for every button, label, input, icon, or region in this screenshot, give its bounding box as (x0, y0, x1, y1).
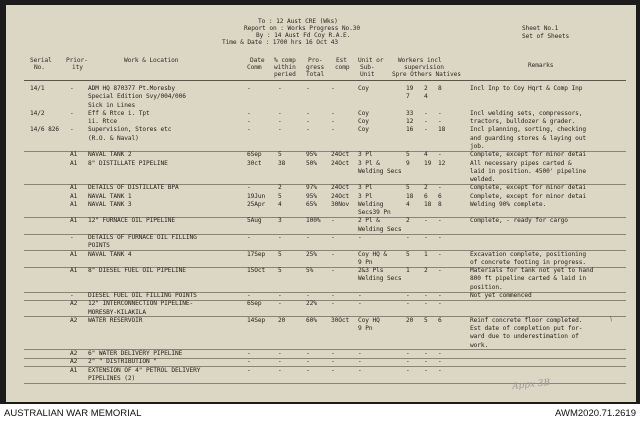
date-cell: - (247, 292, 251, 299)
others-cell: - (424, 292, 428, 299)
spre-cell: 1 (406, 267, 410, 275)
progress-cell: 50% (306, 159, 317, 167)
serial-cell: 14/6 826 (30, 126, 60, 134)
percent-cell: - (278, 349, 282, 357)
unit-cell: Coy (358, 126, 369, 134)
spre-cell: 20 (406, 316, 414, 324)
remarks-cell: position. (470, 283, 503, 291)
remarks-cell: welded. (470, 176, 496, 184)
percent-cell: - (278, 85, 282, 92)
date-cell: - (247, 184, 251, 192)
natives-cell: 8 (438, 85, 442, 92)
col-date-2: Comm (247, 64, 262, 71)
progress-cell: 95% (306, 151, 317, 159)
est-cell: - (331, 118, 335, 126)
header-by: By : 14 Aust Fd Coy R.A.E. (256, 32, 351, 39)
percent-cell: 3 (278, 217, 282, 225)
remarks-cell: Complete, except for minor detai (470, 184, 587, 192)
progress-cell: - (306, 366, 310, 374)
natives-cell: - (438, 366, 442, 374)
est-cell: 24Oct (331, 192, 350, 200)
percent-cell: - (278, 292, 282, 299)
remarks-cell: job. (470, 142, 485, 150)
unit-cell: Coy (358, 118, 369, 126)
date-cell: 14Sep (247, 316, 266, 324)
col-workers-3: Spre Others Natives (392, 71, 461, 78)
natives-cell: - (438, 184, 442, 192)
col-serial: Serial (30, 57, 52, 64)
date-cell: - (247, 118, 251, 126)
col-date: Date (250, 57, 265, 64)
spre-cell: 19 (406, 85, 414, 92)
priority-cell: A1 (70, 192, 78, 200)
est-cell: 30Oct (331, 316, 350, 324)
others-cell: - (424, 217, 428, 225)
progress-cell: - (306, 234, 310, 242)
progress-cell: 22% (306, 300, 317, 308)
remarks-cell: 800 ft pipeline carted & laid in (470, 275, 587, 283)
unit-cell: Coy HQ (358, 316, 380, 324)
remarks-cell: Incl Inp to Coy Hqrt & Comp Inp (470, 85, 583, 92)
others-cell: - (424, 234, 428, 242)
archive-footer (0, 404, 640, 422)
spre-cell: - (406, 300, 410, 308)
work-cell: 12" INTERCONNECTION PIPELINE- (88, 300, 194, 308)
spre-cell: 7 (406, 93, 410, 101)
priority-cell: A1 (70, 184, 78, 192)
col-priority-2: ity (72, 64, 83, 71)
percent-cell: 5 (278, 250, 282, 258)
work-cell: Sick in Lines (88, 101, 136, 109)
percent-cell: - (278, 234, 282, 242)
natives-cell: - (438, 118, 442, 126)
work-cell: NAVAL TANK 2 (88, 151, 132, 159)
col-workers: Workers incl (398, 57, 442, 64)
percent-cell: 2 (278, 184, 282, 192)
date-cell: - (247, 234, 251, 242)
remarks-cell: Complete, except for minor detai (470, 151, 587, 159)
percent-cell: 4 (278, 200, 282, 208)
natives-cell: - (438, 250, 442, 258)
others-cell: 5 (424, 316, 428, 324)
natives-cell: 12 (438, 159, 446, 167)
natives-cell: 6 (438, 316, 442, 324)
priority-cell: A2 (70, 358, 78, 366)
others-cell: 6 (424, 192, 428, 200)
progress-cell: - (306, 118, 310, 126)
col-est-2: comp (335, 64, 350, 71)
remarks-cell: Reinf concrete floor completed. (470, 316, 583, 324)
percent-cell: - (278, 366, 282, 374)
date-cell: 15Oct (247, 267, 266, 275)
progress-cell: 25% (306, 250, 317, 258)
unit-cell: Coy HQ & (358, 250, 388, 258)
unit-cell: Welding Secs (358, 225, 402, 233)
remarks-cell: laid in position. 4500' pipeline (470, 167, 587, 175)
others-cell: - (424, 349, 428, 357)
date-cell: 25Apr (247, 200, 266, 208)
col-unit: Unit or (358, 57, 384, 64)
spre-cell: 5 (406, 151, 410, 159)
others-cell: - (424, 300, 428, 308)
unit-cell: Secs39 Pn (358, 209, 391, 217)
serial-cell: 14/1 (30, 85, 45, 92)
others-cell: 1 (424, 250, 428, 258)
progress-cell: - (306, 292, 310, 299)
remarks-cell: All necessary pipes carted & (470, 159, 572, 167)
natives-cell: - (438, 151, 442, 159)
col-workers-2: supervision (404, 64, 444, 71)
priority-cell: A2 (70, 316, 78, 324)
work-cell: WATER RESERVOIR (88, 316, 143, 324)
col-progress-2: gress (306, 64, 325, 71)
remarks-cell: Est date of completion put for- (470, 325, 583, 333)
work-cell: MORESBY-KILAKILA (88, 308, 147, 316)
others-cell: 4 (424, 151, 428, 159)
est-cell: - (331, 126, 335, 134)
natives-cell: 8 (438, 200, 442, 208)
est-cell: 24Oct (331, 159, 350, 167)
unit-cell: 2 Pl & (358, 217, 380, 225)
others-cell: 4 (424, 93, 428, 101)
remarks-cell: ward due to underestimation of (470, 333, 579, 341)
natives-cell: 18 (438, 126, 446, 134)
work-cell: DIESEL FUEL OIL FILLING POINTS (88, 292, 197, 299)
progress-cell: 100% (306, 217, 321, 225)
unit-cell: - (358, 292, 362, 299)
sheet-number: Sheet No.1 (522, 25, 559, 32)
natives-cell: - (438, 349, 442, 357)
work-cell: 6" WATER DELIVERY PIPELINE (88, 349, 183, 357)
date-cell: - (247, 126, 251, 134)
work-cell: Supervision, Stores etc (88, 126, 172, 134)
natives-cell: - (438, 234, 442, 242)
remarks-cell: of concrete footing in progress. (470, 258, 587, 266)
spre-cell: 33 (406, 109, 414, 117)
priority-cell: - (70, 85, 74, 92)
natives-cell: - (438, 267, 442, 275)
est-cell: - (331, 85, 335, 92)
unit-cell: Welding (358, 200, 384, 208)
progress-cell: 60% (306, 316, 317, 324)
col-progress-3: Total (306, 71, 325, 78)
natives-cell: - (438, 292, 442, 299)
percent-cell: - (278, 118, 282, 126)
set-of-sheets: Set of Sheets (522, 33, 570, 40)
progress-cell: - (306, 349, 310, 357)
footer-accession: AWM2020.71.2619 (555, 408, 636, 419)
progress-cell: 95% (306, 192, 317, 200)
remarks-cell: work. (470, 341, 489, 349)
unit-cell: 3 Pl & (358, 159, 380, 167)
col-priority: Prior- (66, 57, 88, 64)
remarks-cell: Complete, except for minor detai (470, 192, 587, 200)
others-cell: - (424, 358, 428, 366)
percent-cell: 20 (278, 316, 286, 324)
priority-cell: - (70, 292, 74, 299)
date-cell: 19Jun (247, 192, 266, 200)
date-cell: 5Aug (247, 217, 262, 225)
unit-cell: 9 Pn (358, 258, 373, 266)
natives-cell: - (438, 217, 442, 225)
percent-cell: 5 (278, 267, 282, 275)
est-cell: - (331, 267, 335, 275)
work-cell: 2" " DISTRIBUTION " (88, 358, 157, 366)
spre-cell: 5 (406, 184, 410, 192)
priority-cell: - (70, 109, 74, 117)
priority-cell: A1 (70, 366, 78, 374)
unit-cell: Welding Secs (358, 167, 402, 175)
spre-cell: 4 (406, 200, 410, 208)
progress-cell: - (306, 109, 310, 117)
unit-cell: - (358, 234, 362, 242)
date-cell: - (247, 366, 251, 374)
others-cell: - (424, 126, 428, 134)
est-cell: - (331, 217, 335, 225)
est-cell: - (331, 234, 335, 242)
priority-cell: A1 (70, 250, 78, 258)
progress-cell: - (306, 85, 310, 92)
spre-cell: 9 (406, 159, 410, 167)
unit-cell: 9 Pn (358, 325, 373, 333)
est-cell: - (331, 349, 335, 357)
others-cell: 2 (424, 267, 428, 275)
spre-cell: - (406, 358, 410, 366)
work-cell: DETAILS OF FURNACE OIL FILLING (88, 234, 197, 242)
unit-cell: 3 Pl (358, 151, 373, 159)
date-cell: - (247, 109, 251, 117)
est-cell: - (331, 366, 335, 374)
unit-cell: Coy (358, 85, 369, 92)
spre-cell: - (406, 292, 410, 299)
est-cell: - (331, 109, 335, 117)
spre-cell: 5 (406, 250, 410, 258)
percent-cell: 38 (278, 159, 286, 167)
natives-cell: - (438, 358, 442, 366)
header-rule (24, 80, 626, 81)
work-cell: POINTS (88, 242, 110, 250)
est-cell: - (331, 292, 335, 299)
date-cell: 6Sep (247, 151, 262, 159)
unit-cell: - (358, 349, 362, 357)
priority-cell: A1 (70, 200, 78, 208)
remarks-cell: Not yet commenced (470, 292, 532, 299)
priority-cell: A1 (70, 159, 78, 167)
others-cell: - (424, 118, 428, 126)
work-cell: (R.O. & Naval) (88, 134, 139, 142)
date-cell: 30ct (247, 159, 262, 167)
work-cell: EXTENSION OF 4" PETROL DELIVERY (88, 366, 201, 374)
work-cell: ADM HQ 870377 Pt.Moresby (88, 85, 176, 92)
priority-cell: A2 (70, 349, 78, 357)
work-cell: 8" DIESEL FUEL OIL PIPELINE (88, 267, 186, 275)
unit-cell: - (358, 366, 362, 374)
remarks-cell: Complete, - ready for cargo (470, 217, 568, 225)
col-est: Est (336, 57, 347, 64)
work-cell: NAVAL TANK 1 (88, 192, 132, 200)
col-remarks: Remarks (528, 62, 554, 69)
est-cell: - (331, 358, 335, 366)
progress-cell: - (306, 126, 310, 134)
date-cell: 17Sep (247, 250, 266, 258)
remarks-cell: and guarding stores & laying out (470, 134, 587, 142)
est-cell: 24Oct (331, 151, 350, 159)
spre-cell: 16 (406, 126, 414, 134)
spre-cell: - (406, 349, 410, 357)
est-cell: 24Oct (331, 184, 350, 192)
date-cell: - (247, 85, 251, 92)
handwritten-mark: \ (610, 316, 613, 323)
col-serial-2: No. (34, 64, 45, 71)
footer-source: AUSTRALIAN WAR MEMORIAL (4, 408, 142, 419)
unit-cell: Coy (358, 109, 369, 117)
unit-cell: - (358, 358, 362, 366)
others-cell: 18 (424, 200, 432, 208)
header-time-date: Time & Date : 1700 hrs 16 Oct 43 (222, 39, 339, 46)
natives-cell: - (438, 300, 442, 308)
priority-cell: A1 (70, 151, 78, 159)
progress-cell: - (306, 358, 310, 366)
percent-cell: - (278, 126, 282, 134)
col-percent-3: peried (274, 71, 296, 78)
natives-cell: 6 (438, 192, 442, 200)
others-cell: 19 (424, 159, 432, 167)
percent-cell: 5 (278, 151, 282, 159)
work-cell: ii. Rtce (88, 118, 118, 126)
est-cell: - (331, 300, 335, 308)
progress-cell: 97% (306, 184, 317, 192)
est-cell: - (331, 250, 335, 258)
col-work-location: Work & Location (124, 57, 179, 64)
header-to: To : 12 Aust CRE (Wks) (258, 18, 338, 25)
others-cell: 2 (424, 85, 428, 92)
remarks-cell: Incl planning, sorting, checking (470, 126, 587, 134)
remarks-cell: Excavation complete, positioning (470, 250, 587, 258)
percent-cell: - (278, 300, 282, 308)
others-cell: - (424, 366, 428, 374)
pencil-annotation: Appx 3B (511, 378, 551, 392)
priority-cell: A1 (70, 217, 78, 225)
work-cell: NAVAL TANK 4 (88, 250, 132, 258)
priority-cell: A1 (70, 267, 78, 275)
work-cell: DETAILS OF DISTILLATE BPA (88, 184, 179, 192)
col-unit-3: Unit (360, 71, 375, 78)
remarks-cell: Incl welding sets, compressors, (470, 109, 583, 117)
priority-cell: - (70, 234, 74, 242)
progress-cell: 65% (306, 200, 317, 208)
priority-cell: A2 (70, 300, 78, 308)
unit-cell: Welding Secs (358, 275, 402, 283)
spre-cell: 12 (406, 118, 414, 126)
document-sheet (6, 5, 636, 402)
col-unit-2: Sub- (360, 64, 375, 71)
unit-cell: - (358, 300, 362, 308)
spre-cell: - (406, 234, 410, 242)
remarks-cell: Materials for tank not yet to hand (470, 267, 594, 275)
est-cell: 30Nov (331, 200, 350, 208)
serial-cell: 14/2 (30, 109, 45, 117)
percent-cell: - (278, 358, 282, 366)
work-cell: 12" FURNACE OIL PIPELINE (88, 217, 176, 225)
remarks-cell: tractors, bulldozer & grader. (470, 118, 576, 126)
date-cell: 6Sep (247, 300, 262, 308)
percent-cell: - (278, 109, 282, 117)
header-report-on: Report on : Works Progress No.30 (244, 25, 361, 32)
priority-cell: - (70, 126, 74, 134)
unit-cell: 3 Pl (358, 184, 373, 192)
work-cell: Special Edition Svy/004/006 (88, 93, 186, 101)
date-cell: - (247, 349, 251, 357)
spre-cell: 2 (406, 217, 410, 225)
others-cell: - (424, 109, 428, 117)
unit-cell: 3 Pl (358, 192, 373, 200)
work-cell: NAVAL TANK 3 (88, 200, 132, 208)
progress-cell: 5% (306, 267, 314, 275)
spre-cell: 18 (406, 192, 414, 200)
remarks-cell: Welding 90% complete. (470, 200, 547, 208)
work-cell: 8" DISTILLATE PIPELINE (88, 159, 168, 167)
work-cell: PIPELINES (2) (88, 374, 136, 382)
col-percent: % comp (274, 57, 296, 64)
percent-cell: 5 (278, 192, 282, 200)
unit-cell: 2&3 Pls (358, 267, 384, 275)
col-percent-2: within (274, 64, 296, 71)
col-progress: Pro- (308, 57, 323, 64)
others-cell: 2 (424, 184, 428, 192)
natives-cell: - (438, 109, 442, 117)
spre-cell: - (406, 366, 410, 374)
date-cell: - (247, 358, 251, 366)
work-cell: Eff & Rtce i. Tpt (88, 109, 150, 117)
